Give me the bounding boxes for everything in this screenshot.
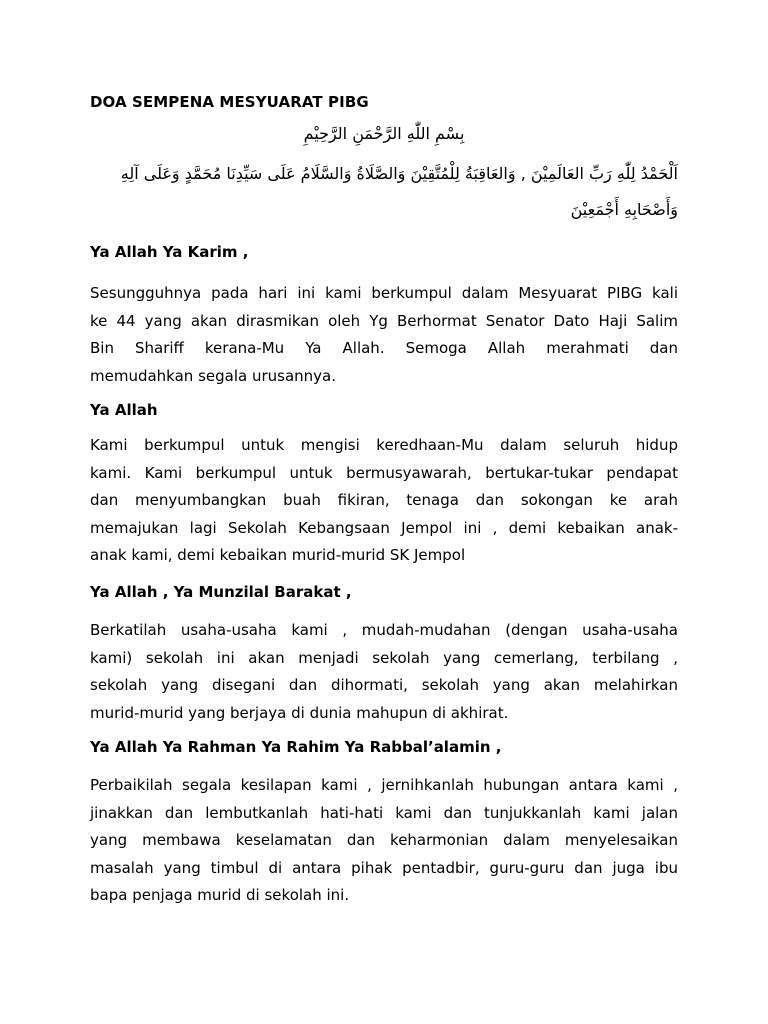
paragraph-line: Bin Shariff kerana-Mu Ya Allah. Semoga Allah merahmati dan bbox=[90, 339, 678, 357]
section-heading-ya-rahman-ya-rahim: Ya Allah Ya Rahman Ya Rahim Ya Rabbal’alamin , bbox=[90, 738, 502, 756]
paragraph-line: dan menyumbangkan buah fikiran, tenaga dan sokongan ke arah bbox=[90, 491, 678, 509]
paragraph-line: memudahkan segala urusannya. bbox=[90, 366, 336, 385]
paragraph-line: murid-murid yang berjaya di dunia mahupun di akhirat. bbox=[90, 703, 509, 722]
paragraph-line: Kami berkumpul untuk mengisi keredhaan-Mu dalam seluruh hidup bbox=[90, 436, 678, 454]
paragraph-line: kami. Kami berkumpul untuk bermusyawarah, bertukar-tukar pendapat bbox=[90, 463, 678, 482]
document-title: DOA SEMPENA MESYUARAT PIBG bbox=[90, 93, 369, 111]
paragraph-line: Sesungguhnya pada hari ini kami berkumpul dalam Mesyuarat PIBG kali bbox=[90, 284, 678, 302]
paragraph-line: ke 44 yang akan dirasmikan oleh Yg Berhormat Senator Dato Haji Salim bbox=[90, 311, 678, 330]
arabic-praise-line-1: اَلْحَمْدُ لِلّٰهِ رَبِّ العَالَمِيْنَ , وَالعَاقِبَةُ لِلْمُتَّقِيْنَ وَالصَّلَاةُ وَالسَّلَامُ عَلَى سَيِّدِنَا مُحَمَّدٍ وَعَلَى آلِهِ bbox=[120, 164, 678, 183]
paragraph-line: Berkatilah usaha-usaha kami , mudah-mudahan (dengan usaha-usaha bbox=[90, 621, 678, 639]
paragraph-line: jinakkan dan lembutkanlah hati-hati kami dan tunjukkanlah kami jalan bbox=[90, 803, 678, 822]
section-paragraph-3 bbox=[90, 617, 678, 727]
section-paragraph-2 bbox=[90, 432, 678, 570]
section-heading-ya-allah: Ya Allah bbox=[90, 401, 158, 419]
section-heading-ya-munzilal-barakat: Ya Allah , Ya Munzilal Barakat , bbox=[90, 583, 352, 601]
paragraph-line: bapa penjaga murid di sekolah ini. bbox=[90, 886, 350, 904]
paragraph-line: masalah yang timbul di antara pihak pentadbir, guru-guru dan juga ibu bbox=[90, 858, 678, 877]
paragraph-line: memajukan lagi Sekolah Kebangsaan Jempol ini , demi kebaikan anak- bbox=[90, 518, 678, 537]
basmalah: بِسْمِ اللّٰهِ الرَّحْمَنِ الرَّحِيْمِ bbox=[303, 124, 465, 143]
paragraph-line: yang membawa keselamatan dan keharmonian dalam menyelesaikan bbox=[90, 831, 678, 849]
paragraph-line: Perbaikilah segala kesilapan kami , jernihkanlah hubungan antara kami , bbox=[90, 776, 678, 794]
paragraph-line: anak kami, demi kebaikan murid-murid SK Jempol bbox=[90, 546, 466, 564]
paragraph-line: sekolah yang disegani dan dihormati, sekolah yang akan melahirkan bbox=[90, 676, 678, 694]
paragraph-line: kami) sekolah ini akan menjadi sekolah yang cemerlang, terbilang , bbox=[90, 648, 678, 667]
section-heading-ya-allah-ya-karim: Ya Allah Ya Karim , bbox=[90, 243, 249, 261]
section-paragraph-1 bbox=[90, 280, 678, 390]
section-paragraph-4 bbox=[90, 772, 678, 910]
arabic-praise-line-2: وَأَصْحَابِهِ أَجْمَعِيْنَ bbox=[570, 200, 678, 219]
